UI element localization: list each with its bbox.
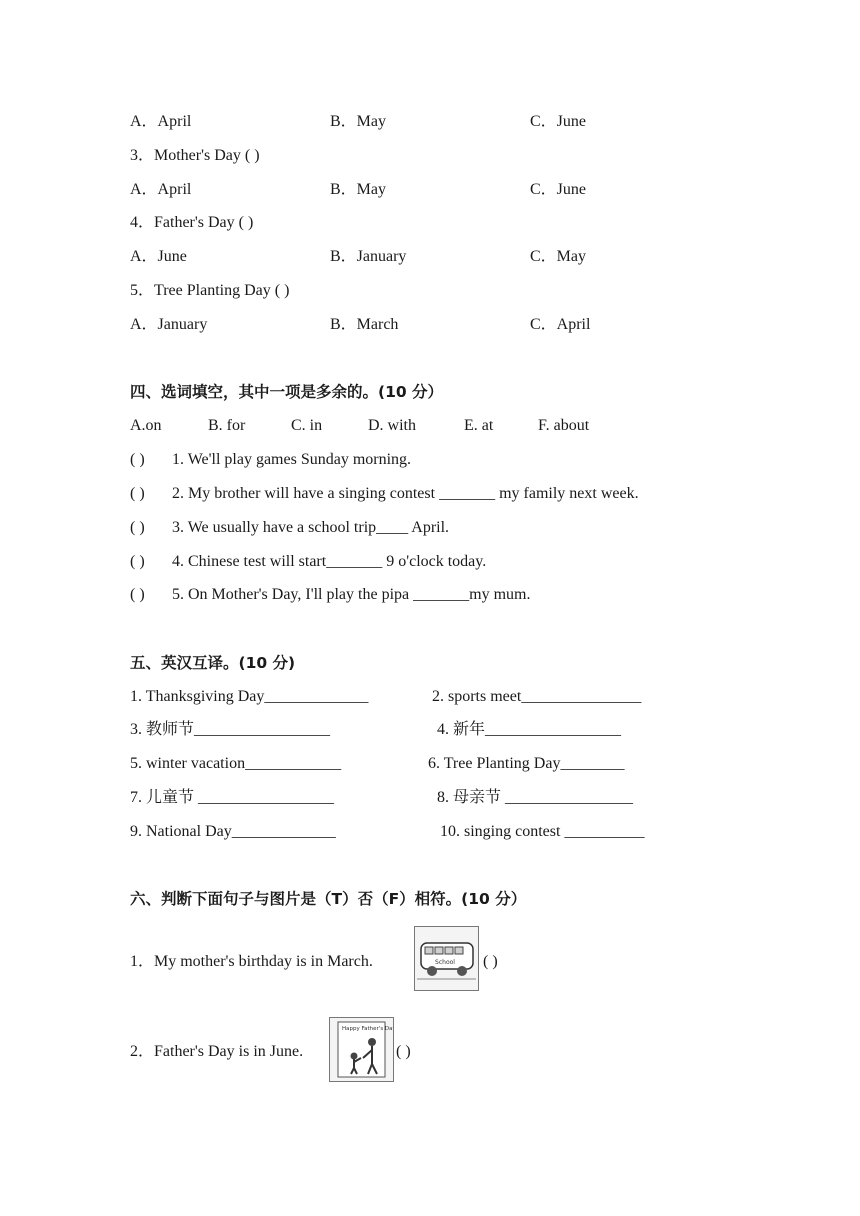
translation-item[interactable]: 7. 儿童节 _________________ (130, 789, 335, 806)
section4-option: C. in (291, 417, 323, 434)
card-icon (330, 1018, 393, 1081)
q2-option-a: A．April (130, 113, 192, 130)
section4-option: B. for (208, 417, 246, 434)
q4-question: 4．Father's Day ( ) (130, 214, 254, 231)
q3-option-c: C．June (530, 181, 587, 198)
judgement-sentence: 1．My mother's birthday is in March. (130, 953, 373, 970)
bus-icon (415, 927, 478, 990)
q4-option-a: A．June (130, 248, 187, 265)
translation-item[interactable]: 6. Tree Planting Day________ (428, 755, 625, 772)
section4-sentence: 1. We'll play games Sunday morning. (172, 451, 412, 468)
q3-option-b: B．May (330, 181, 387, 198)
answer-paren[interactable]: ( ) (130, 485, 145, 502)
answer-paren[interactable]: ( ) (130, 451, 145, 468)
q2-option-c: C．June (530, 113, 587, 130)
section4-heading: 四、选词填空，其中一项是多余的。(10 分） (130, 383, 444, 401)
section4-sentence: 5. On Mother's Day, I'll play the pipa _______my mum. (172, 586, 531, 603)
section4-option: E. at (464, 417, 494, 434)
section6-heading: 六、判断下面句子与图片是（T）否（F）相符。(10 分） (130, 890, 527, 908)
judgement-sentence: 2．Father's Day is in June. (130, 1043, 304, 1060)
translation-item[interactable]: 3. 教师节_________________ (130, 721, 331, 738)
answer-paren[interactable]: ( ) (130, 586, 145, 603)
school-bus-picture (414, 926, 479, 991)
translation-item[interactable]: 4. 新年_________________ (437, 721, 622, 738)
q5-option-b: B．March (330, 316, 399, 333)
section4-option: F. about (538, 417, 590, 434)
section4-option: A.on (130, 417, 162, 434)
translation-item[interactable]: 2. sports meet_______________ (432, 688, 642, 705)
q3-question: 3．Mother's Day ( ) (130, 147, 260, 164)
q5-option-a: A．January (130, 316, 208, 333)
section4-sentence: 3. We usually have a school trip____ April. (172, 519, 450, 536)
q5-question: 5．Tree Planting Day ( ) (130, 282, 290, 299)
answer-paren[interactable]: ( ) (130, 553, 145, 570)
answer-paren[interactable]: ( ) (396, 1043, 411, 1060)
translation-item[interactable]: 1. Thanksgiving Day_____________ (130, 688, 369, 705)
translation-item[interactable]: 9. National Day_____________ (130, 823, 336, 840)
q4-option-c: C．May (530, 248, 587, 265)
q4-option-b: B．January (330, 248, 407, 265)
section4-sentence: 2. My brother will have a singing contest _______ my family next week. (172, 485, 639, 502)
bus-label: School (435, 959, 455, 966)
translation-item[interactable]: 5. winter vacation____________ (130, 755, 342, 772)
fathers-day-card-picture (329, 1017, 394, 1082)
answer-paren[interactable]: ( ) (483, 953, 498, 970)
card-label: Happy Father's Day (342, 1026, 393, 1032)
q2-option-b: B．May (330, 113, 387, 130)
q3-option-a: A．April (130, 181, 192, 198)
section4-sentence: 4. Chinese test will start_______ 9 o'clock today. (172, 553, 487, 570)
q5-option-c: C．April (530, 316, 591, 333)
translation-item[interactable]: 8. 母亲节 ________________ (437, 789, 634, 806)
answer-paren[interactable]: ( ) (130, 519, 145, 536)
section5-heading: 五、英汉互译。(10 分) (130, 654, 296, 672)
section4-option: D. with (368, 417, 416, 434)
translation-item[interactable]: 10. singing contest __________ (440, 823, 645, 840)
